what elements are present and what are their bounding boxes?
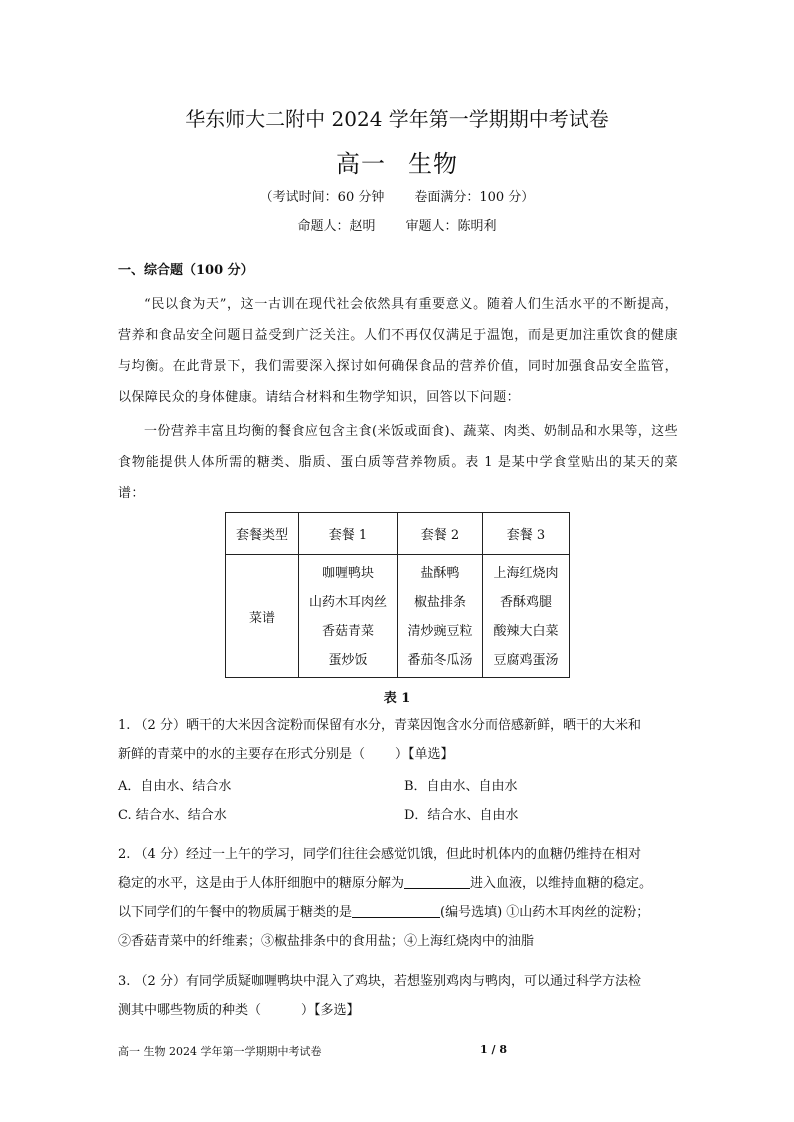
question-1-line-1: 1. （2 分）晒干的大米因含淀粉而保留有水分，青菜因饱含水分而倍感新鲜，晒干的大米和 (118, 718, 641, 733)
question-1 (118, 711, 678, 769)
dish: 豆腐鸡蛋汤 (493, 653, 559, 668)
answer-blank-1[interactable] (404, 875, 470, 889)
question-2-line-4: ②香菇青菜中的纤维素；③椒盐排条中的食用盐；④上海红烧肉中的油脂 (118, 934, 535, 949)
intro-paragraph-2: 一份营养丰富且均衡的餐食应包含主食(米饭或面食)、蔬菜、肉类、奶制品和水果等，这些食物能提供人体所需的糖类、脂质、蛋白质等营养物质。表 1 是某中学食堂贴出的某天的菜谱： (118, 424, 678, 501)
dish: 咖喱鸭块 (321, 566, 374, 581)
exam-title: 华东师大二附中 2024 学年第一学期期中考试卷 (185, 107, 609, 131)
dish: 蛋炒饭 (328, 653, 368, 668)
grade-label: 高一 (336, 150, 386, 178)
grade-subject (0, 144, 794, 179)
answer-blank-2[interactable] (352, 904, 440, 918)
question-3-line-1: 3. （2 分）有同学质疑咖喱鸭块中混入了鸡块，若想鉴别鸡肉与鸭肉，可以通过科学方法检 (118, 974, 641, 989)
table-caption: 表 1 (383, 691, 411, 706)
question-2-line-1: 2. （4 分）经过一上午的学习，同学们往往会感觉饥饿，但此时机体内的血糖仍维持在相对 (118, 847, 641, 862)
setter: 命题人：赵明 (297, 219, 376, 234)
dish: 上海红烧肉 (493, 566, 559, 581)
table-header-cell: 套餐类型 (226, 513, 299, 555)
option-a[interactable]: A．自由水、结合水 (118, 779, 232, 794)
dish: 番茄冬瓜汤 (407, 653, 473, 668)
question-2-line-3: 以下同学们的午餐中的物质属于糖类的是 (编号选填) ①山药木耳肉丝的淀粉； (118, 905, 650, 920)
dish: 盐酥鸭 (420, 566, 460, 581)
table-header-cell: 套餐 2 (398, 513, 483, 555)
row-label: 菜谱 (226, 555, 299, 678)
menu-column-3 (483, 555, 570, 678)
full-score: 卷面满分：100 分） (414, 190, 535, 205)
menu-table (225, 512, 570, 678)
dish: 香菇青菜 (321, 624, 374, 639)
option-c[interactable]: C. 结合水、结合水 (118, 808, 227, 823)
page-number: 1 / 8 (480, 1043, 507, 1056)
table-header-cell: 套餐 3 (483, 513, 570, 555)
menu-column-2 (398, 555, 483, 678)
option-b[interactable]: B．自由水、自由水 (404, 779, 518, 794)
dish: 椒盐排条 (413, 595, 466, 610)
dish: 清炒豌豆粒 (407, 624, 473, 639)
dish: 香酥鸡腿 (499, 595, 552, 610)
menu-column-1 (299, 555, 398, 678)
question-3 (118, 967, 678, 1025)
dish: 山药木耳肉丝 (308, 595, 387, 610)
question-3-line-2: 测其中哪些物质的种类（ ）【多选】 (118, 1003, 360, 1018)
intro-paragraph-1: “民以食为天”，这一古训在现代社会依然具有重要意义。随着人们生活水平的不断提高，营养和食品安全问题日益受到广泛关注。人们不再仅仅满足于温饱，而是更加注重饮食的健康与均衡。在此背景下，我们需要深入探讨如何确保食品的营养价值，同时加强食品安全监管，以保障民众的身体健康。请结合材料和生物学知识，回答以下问题： (118, 297, 678, 405)
option-d[interactable]: D．结合水、自由水 (404, 808, 519, 823)
footer-title: 高一 生物 2024 学年第一学期期中考试卷 (118, 1045, 322, 1058)
table-header-row (226, 513, 570, 555)
exam-info (0, 186, 794, 205)
subject-label: 生物 (408, 150, 458, 178)
dish: 酸辣大白菜 (493, 624, 559, 639)
exam-authors (0, 215, 794, 234)
reviewer: 审题人：陈明利 (405, 219, 497, 234)
section-title: 一、综合题（100 分） (118, 263, 254, 278)
question-1-line-2: 新鲜的青菜中的水的主要存在形式分别是（ ）【单选】 (118, 747, 454, 762)
question-2 (118, 840, 678, 956)
question-2-line-2: 稳定的水平，这是由于人体肝细胞中的糖原分解为 进入血液，以维持血糖的稳定。 (118, 876, 653, 891)
table-row (226, 555, 570, 678)
exam-time: （考试时间：60 分钟 (259, 190, 385, 205)
table-header-cell: 套餐 1 (299, 513, 398, 555)
